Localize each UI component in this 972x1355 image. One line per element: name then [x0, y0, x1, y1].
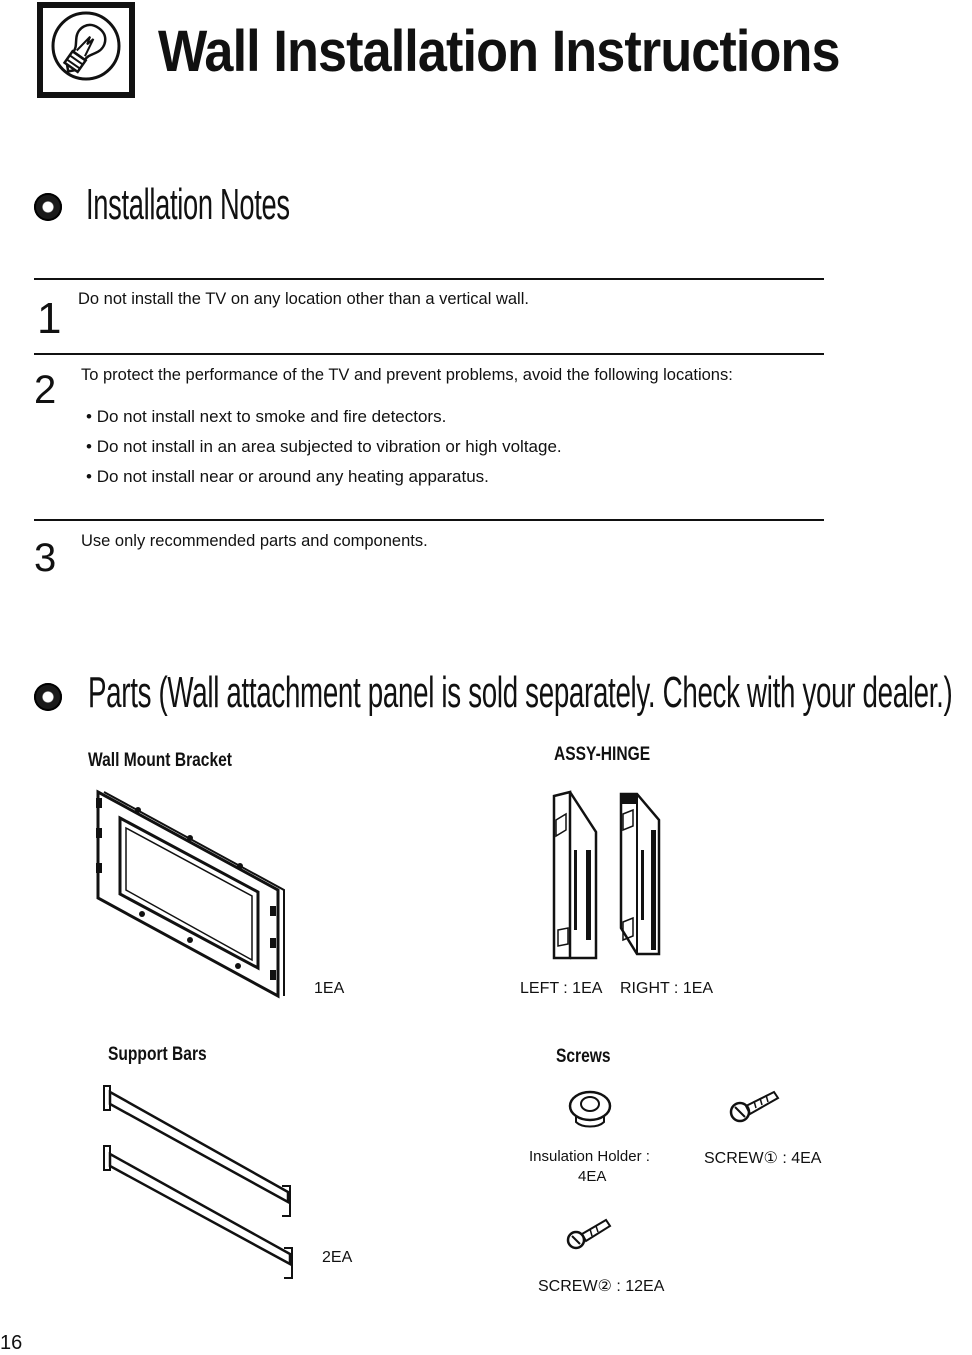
insulation-holder-qty: 4EA	[578, 1168, 607, 1185]
note-number: 1	[37, 294, 62, 343]
list-item-text: Do not install in an area subjected to vibration or high voltage.	[96, 437, 562, 456]
light-bulb-icon	[43, 8, 129, 92]
list-item: • Do not install near or around any heating apparatus.	[86, 467, 489, 486]
insulation-holder-label: Insulation Holder :	[529, 1148, 650, 1165]
header-logo	[37, 2, 135, 98]
right-hinge-qty: RIGHT : 1EA	[620, 980, 714, 997]
screw-1-qty: SCREW① : 4EA	[704, 1150, 822, 1167]
wall-mount-bracket-illustration	[90, 788, 290, 998]
note-text: Do not install the TV on any location other than a vertical wall.	[78, 290, 529, 308]
divider	[34, 353, 824, 355]
list-item-text: Do not install near or around any heating apparatus.	[96, 467, 489, 486]
support-bars-qty: 2EA	[322, 1249, 353, 1266]
screws-title: Screws	[556, 1046, 611, 1067]
left-hinge-qty: LEFT : 1EA	[520, 980, 603, 997]
wall-mount-bracket-title: Wall Mount Bracket	[88, 750, 232, 771]
parts-heading: Parts (Wall attachment panel is sold separately. Check with your dealer.)	[88, 668, 953, 717]
section-bullet-icon	[34, 193, 62, 221]
page-title: Wall Installation Instructions	[158, 19, 840, 84]
screw-2-icon	[564, 1214, 614, 1252]
installation-notes-heading: Installation Notes	[86, 180, 290, 229]
screw-1-icon	[726, 1086, 782, 1126]
wall-mount-bracket-qty: 1EA	[314, 980, 345, 997]
screw-2-qty: SCREW② : 12EA	[538, 1278, 665, 1295]
left-hinge-illustration	[548, 790, 608, 965]
right-hinge-illustration	[615, 790, 675, 965]
divider	[34, 519, 824, 521]
list-item: • Do not install in an area subjected to vibration or high voltage.	[86, 437, 562, 456]
support-bars-illustration	[98, 1082, 298, 1282]
list-item: • Do not install next to smoke and fire detectors.	[86, 407, 447, 426]
note-number: 3	[34, 536, 57, 580]
section-bullet-icon	[34, 683, 62, 711]
insulation-holder-icon	[566, 1088, 616, 1132]
note-text: Use only recommended parts and components.	[81, 532, 428, 550]
page-number: 16	[0, 1332, 23, 1354]
support-bars-title: Support Bars	[108, 1044, 207, 1065]
list-item-text: Do not install next to smoke and fire detectors.	[96, 407, 447, 426]
assy-hinge-title: ASSY-HINGE	[554, 744, 651, 765]
note-text: To protect the performance of the TV and prevent problems, avoid the following locations:	[81, 366, 733, 384]
logo-frame	[43, 8, 129, 92]
note-number: 2	[34, 368, 57, 412]
divider	[34, 278, 824, 280]
